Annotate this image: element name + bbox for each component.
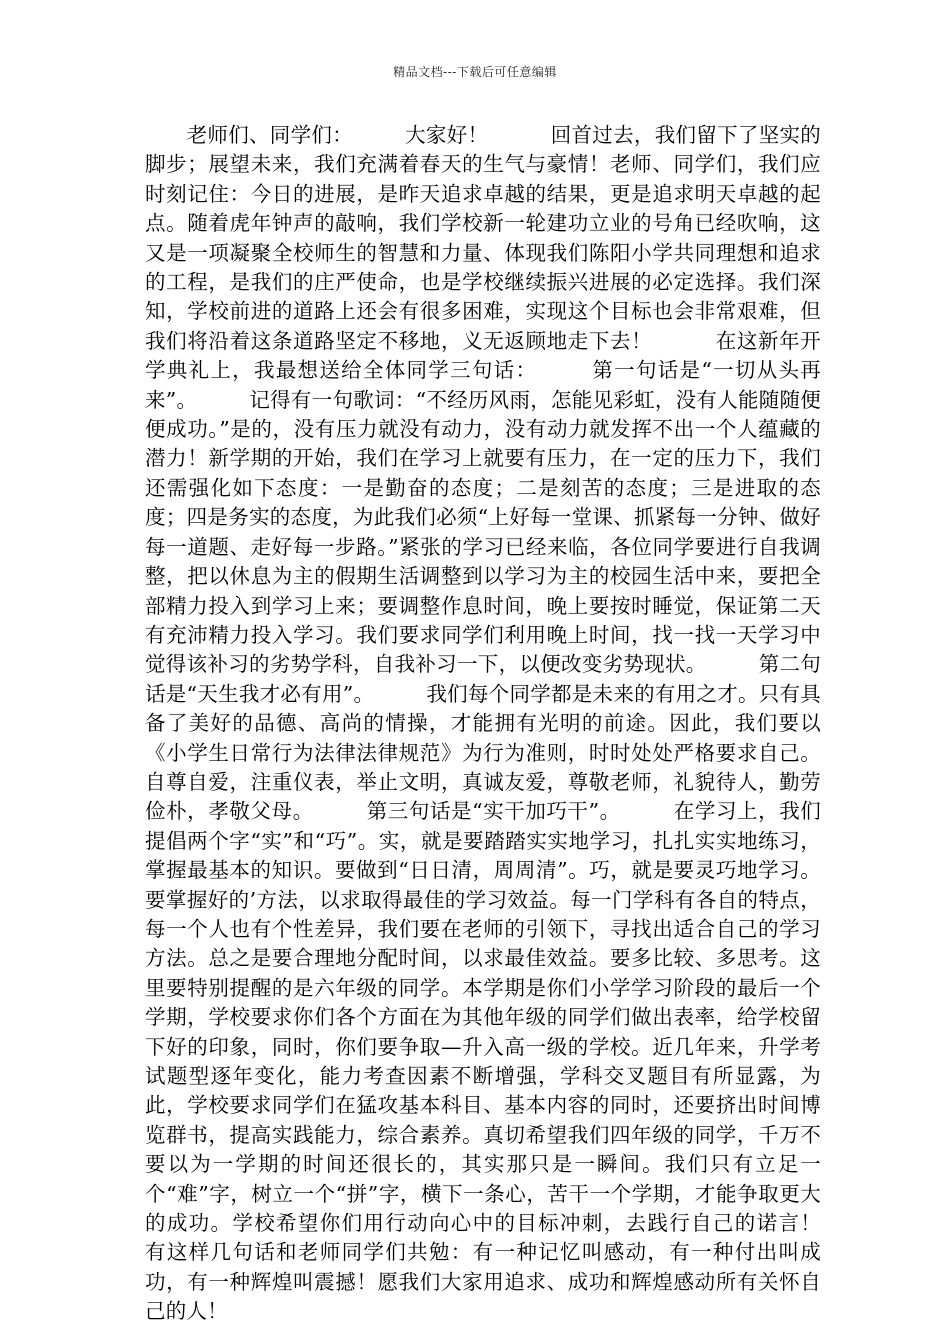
speech-body-text: 老师们、同学们： 大家好！ 回首过去，我们留下了坚实的脚步；展望未来，我们充满着春天的生气与豪情！老师、同学们，我们应时刻记住：今日的进展，是昨天追求卓越的结果，更是追求明天卓越的起点。随着虎年钟声的敲响，我们学校新一轮建功立业的号角已经吹响，这又是一项凝聚全校师生的智慧和力量、体现我们陈阳小学共同理想和追求的工程，是我们的庄严使命，也是学校继续振兴进展的必定选择。我们深知，学校前进的道路上还会有很多困难，实现这个目标也会非常艰难，但我们将沿着这条道路坚定不移地，义无返顾地走下去！ 在这新年开学典礼上，我最想送给全体同学三句话： 第一句话是“一切从头再来”。 记得有一句歌词：“不经历风雨，怎能见彩虹，没有人能随随便便成功。”是的，没有压力就没有动力，没有动力就发挥不出一个人蕴藏的潜力！新学期的开始，我们在学习上就要有压力，在一定的压力下，我们还需强化如下态度：一是勤奋的态度；二是刻苦的态度；三是进取的态度；四是务实的态度，为此我们必须“上好每一堂课、抓紧每一分钟、做好每一道题、走好每一步路。”紧张的学习已经来临，各位同学要进行自我调整，把以休息为主的假期生活调整到以学习为主的校园生活中来，要把全部精力投入到学习上来；要调整作息时间，晚上要按时睡觉，保证第二天有充沛精力投入学习。我们要求同学们利用晚上时间，找一找一天学习中觉得该补习的劣势学科，自我补习一下，以便改变劣势现状。 第二句话是“天生我才必有用”。 我们每个同学都是未来的有用之才。只有具备了美好的品德、高尚的情操，才能拥有光明的前途。因此，我们要以《小学生日常行为法律法律规范》为行为准则，时时处处严格要求自己。自尊自爱，注重仪表，举止文明，真诚友爱，尊敬老师，礼貌待人，勤劳俭朴，孝敬父母。 第三句话是“实干加巧干”。 在学习上，我们提倡两个字“实”和“巧”。实，就是要踏踏实实地学习，扎扎实实地练习，掌握最基本的知识。要做到“日日清，周周清”。巧，就是要灵巧地学习。要掌握好的’方法，以求取得最佳的学习效益。每一门学科有各自的特点，每一个人也有个性差异，我们要在老师的引领下，寻找出适合自己的学习方法。总之是要合理地分配时间，以求最佳效益。要多比较、多思考。这里要特别提醒的是六年级的同学。本学期是你们小学学习阶段的最后一个学期，学校要求你们各个方面在为其他年级的同学们做出表率，给学校留下好的印象，同时，你们要争取—升入高一级的学校。近几年来，升学考试题型逐年变化，能力考查因素不断增强，学科交叉题目有所显露，为此，学校要求同学们在猛攻基本科目、基本内容的同时，还要挤出时间博览群书，提高实践能力，综合素养。真切希望我们四年级的同学，千万不要以为一学期的时间还很长的，其实那只是一瞬间。我们只有立足一个“难”字，树立一个“拼”字，横下一条心，苦干一个学期，才能争取更大的成功。学校希望你们用行动向心中的目标冲刺，去践行自己的诺言！ 有这样几句话和老师同学们共勉：有一种记忆叫感动，有一种付出叫成功，有一种辉煌叫震撼！愿我们大家用追求、成功和辉煌感动所有关怀自己的人！ (145, 123, 884, 1324)
page-header: 精品文档---下载后可任意编辑 (393, 65, 557, 79)
